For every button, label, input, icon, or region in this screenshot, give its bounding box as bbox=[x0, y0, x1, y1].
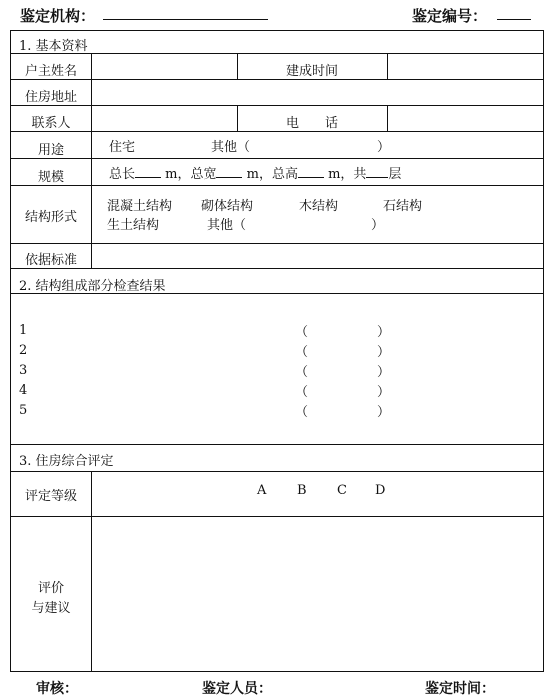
phone-label: 电 话 bbox=[285, 116, 338, 131]
result-close: ） bbox=[377, 325, 391, 340]
result-open: （ bbox=[295, 345, 309, 360]
scale-floors-label: m，共 bbox=[328, 167, 367, 182]
scale-label: 规模 bbox=[37, 170, 64, 185]
struct-other-close: ） bbox=[371, 218, 385, 233]
floors-field[interactable] bbox=[366, 177, 388, 178]
result-close: ） bbox=[377, 405, 391, 420]
result-num: 1 bbox=[19, 323, 28, 338]
standard-field[interactable] bbox=[92, 244, 543, 268]
owner-name-label: 户主姓名 bbox=[24, 64, 77, 79]
appraisal-time-label: 鉴定时间： bbox=[425, 681, 495, 697]
result-num: 5 bbox=[19, 403, 28, 418]
scale-width-label: m，总宽 bbox=[165, 167, 217, 182]
result-open: （ bbox=[295, 365, 309, 380]
grade-label: 评定等级 bbox=[24, 489, 77, 504]
section2-title: 2. 结构组成部分检查结果 bbox=[19, 279, 166, 294]
floor-unit: 层 bbox=[388, 167, 402, 182]
struct-wood-option[interactable]: 木结构 bbox=[299, 199, 339, 214]
result-open: （ bbox=[295, 405, 309, 420]
section3-title: 3. 住房综合评定 bbox=[19, 454, 114, 469]
result-close: ） bbox=[377, 385, 391, 400]
review-label: 审核： bbox=[36, 681, 78, 697]
grade-b-option[interactable]: B bbox=[297, 483, 307, 498]
evaluation-label-line1: 评价 bbox=[37, 581, 64, 596]
scale-length-label: 总长 bbox=[109, 167, 136, 182]
address-label: 住房地址 bbox=[24, 90, 77, 105]
struct-stone-option[interactable]: 石结构 bbox=[383, 199, 423, 214]
result-num: 3 bbox=[19, 363, 28, 378]
appraiser-label: 鉴定人员： bbox=[202, 681, 272, 697]
scale-height-label: m，总高 bbox=[246, 167, 298, 182]
struct-masonry-option[interactable]: 砌体结构 bbox=[201, 199, 254, 214]
phone-field[interactable] bbox=[388, 132, 543, 157]
evaluation-field[interactable] bbox=[92, 517, 543, 671]
report-no-label: 鉴定编号： bbox=[412, 7, 488, 25]
width-field[interactable] bbox=[216, 177, 242, 178]
grade-d-option[interactable]: D bbox=[375, 483, 386, 498]
use-label: 用途 bbox=[37, 143, 64, 158]
length-field[interactable] bbox=[135, 177, 161, 178]
result-close: ） bbox=[377, 345, 391, 360]
struct-other-option[interactable]: 其他（ bbox=[207, 218, 247, 233]
result-close: ） bbox=[377, 365, 391, 380]
height-field[interactable] bbox=[298, 177, 324, 178]
result-open: （ bbox=[295, 385, 309, 400]
result-num: 2 bbox=[19, 343, 28, 358]
org-field[interactable] bbox=[103, 19, 268, 20]
scale-line bbox=[109, 163, 401, 182]
appraisal-form bbox=[10, 30, 544, 672]
standard-label: 依据标准 bbox=[24, 253, 77, 268]
structure-label: 结构形式 bbox=[24, 210, 77, 225]
use-residential-option[interactable]: 住宅 bbox=[109, 140, 136, 155]
grade-c-option[interactable]: C bbox=[337, 483, 347, 498]
grade-a-option[interactable]: A bbox=[257, 483, 267, 498]
use-other-option[interactable]: 其他（ bbox=[211, 140, 251, 155]
use-other-close: ） bbox=[377, 140, 391, 155]
built-time-label: 建成时间 bbox=[285, 64, 338, 79]
result-open: （ bbox=[295, 325, 309, 340]
built-time-field[interactable] bbox=[388, 80, 543, 105]
report-no-field[interactable] bbox=[497, 19, 531, 20]
org-label: 鉴定机构： bbox=[20, 7, 96, 25]
result-num: 4 bbox=[19, 383, 28, 398]
evaluation-label-line2: 与建议 bbox=[31, 601, 71, 616]
contact-label: 联系人 bbox=[31, 116, 71, 131]
struct-earth-option[interactable]: 生土结构 bbox=[107, 218, 160, 233]
owner-name-field[interactable] bbox=[92, 80, 236, 105]
struct-concrete-option[interactable]: 混凝土结构 bbox=[107, 199, 173, 214]
section1-title: 1. 基本资料 bbox=[19, 39, 88, 54]
